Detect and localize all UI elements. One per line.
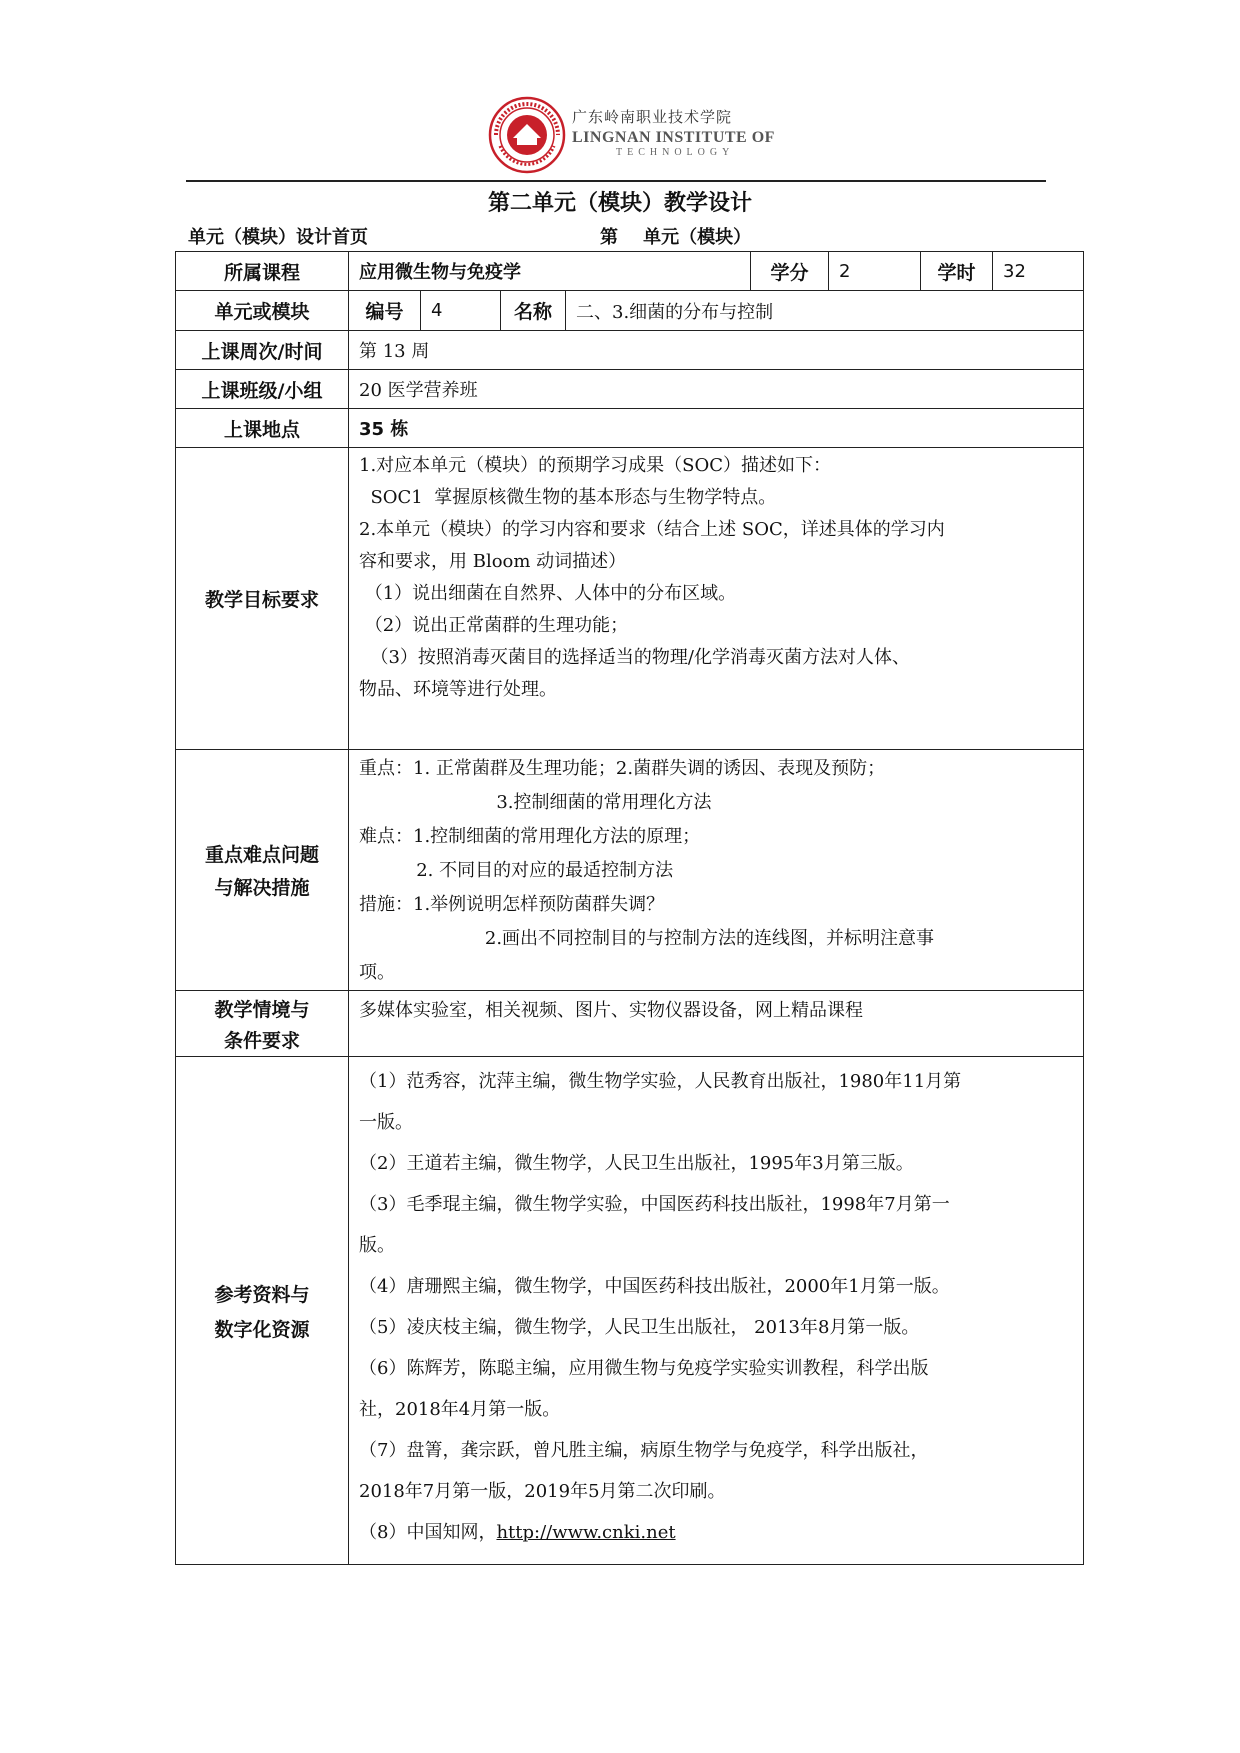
key-line: 2. 不同目的对应的最适控制方法 [359,860,674,881]
env-content [349,991,1084,1057]
key-line: 措施：1.举例说明怎样预防菌群失调？ [359,894,665,915]
env-label-line1: 教学情境与 [214,998,310,1021]
ref-line-last [359,1512,1073,1553]
row-place [176,409,1084,448]
school-seal-logo [488,96,566,174]
goals-line: 2.本单元（模块）的学习内容和要求（结合上述 SOC，详述具体的学习内 [359,519,945,540]
hours-value: 32 [993,252,1084,291]
row-week [176,331,1084,370]
school-name-cn: 广东岭南职业技术学院 [572,108,733,126]
env-value: 多媒体实验室，相关视频、图片、实物仪器设备，网上精品课程 [359,1000,863,1021]
class-value: 20 医学营养班 [349,370,1084,409]
goals-line: SOC1 掌握原核微生物的基本形态与生物学特点。 [359,487,777,508]
page-title: 第二单元（模块）教学设计 [487,191,752,216]
number-label: 编号 [349,291,421,331]
ref-label-line1: 参考资料与 [214,1283,310,1306]
goals-line: 容和要求，用 Bloom 动词描述） [359,551,627,572]
school-name-block [572,106,775,158]
hours-label: 学时 [921,252,993,291]
ref-line: （7）盘箐，龚宗跃，曾凡胜主编，病原生物学与免疫学，科学出版社， [359,1440,929,1461]
key-line: 3.控制细菌的常用理化方法 [359,792,712,813]
credit-label: 学分 [751,252,829,291]
row-goals [176,448,1084,750]
goals-content [349,448,1084,750]
key-line: 2.画出不同控制目的与控制方法的连线图，并标明注意事 [359,928,935,949]
unit-label: 单元或模块 [176,291,349,331]
name-value: 二、3.细菌的分布与控制 [566,291,1084,331]
key-label-line2: 与解决措施 [214,877,310,899]
unit-design-table [175,251,1084,1565]
key-content [349,750,1084,991]
school-name-en-line2: TECHNOLOGY [616,147,735,158]
school-name-en-line1: LINGNAN INSTITUTE OF [572,129,775,146]
ref-line: （3）毛季琨主编，微生物学实验，中国医药科技出版社，1998年7月第一 [359,1194,950,1215]
ref-line: （2）王道若主编，微生物学，人民卫生出版社，1995年3月第三版。 [359,1153,914,1174]
place-value: 35 栋 [349,409,1084,448]
row-unit [176,291,1084,331]
key-label-line1: 重点难点问题 [204,844,319,866]
ref-label-line2: 数字化资源 [214,1318,310,1341]
course-value: 应用微生物与免疫学 [349,252,751,291]
place-label: 上课地点 [176,409,349,448]
week-label: 上课周次/时间 [176,331,349,370]
number-value: 4 [421,291,501,331]
ref-content [349,1057,1084,1565]
name-label: 名称 [501,291,566,331]
ref-line: （5）凌庆枝主编，微生物学，人民卫生出版社， 2013年8月第一版。 [359,1317,920,1338]
row-class [176,370,1084,409]
header-divider [186,180,1046,182]
goals-line: （1）说出细菌在自然界、人体中的分布区域。 [359,583,737,604]
class-label: 上课班级/小组 [176,370,349,409]
key-label [176,750,349,991]
goals-line: （3）按照消毒灭菌目的选择适当的物理/化学消毒灭菌方法对人体、 [359,647,910,668]
ref-line: 2018年7月第一版，2019年5月第二次印刷。 [359,1481,726,1502]
subtitle-left: 单元（模块）设计首页 [188,227,368,248]
key-line: 项。 [359,962,395,983]
course-label: 所属课程 [176,252,349,291]
week-value: 第 13 周 [349,331,1084,370]
row-references [176,1057,1084,1565]
credit-value: 2 [829,252,921,291]
env-label [176,991,349,1057]
ref-line: （6）陈辉芳，陈聪主编，应用微生物与免疫学实验实训教程，科学出版 [359,1358,929,1379]
ref-line: 社，2018年4月第一版。 [359,1399,561,1420]
cnki-link[interactable]: http://www.cnki.net [496,1522,676,1543]
goals-line: （2）说出正常菌群的生理功能； [359,615,629,636]
key-line: 重点：1. 正常菌群及生理功能；2.菌群失调的诱因、表现及预防； [359,758,886,779]
ref-last-prefix: （8）中国知网， [359,1522,497,1543]
ref-line: （1）范秀容，沈萍主编，微生物学实验，人民教育出版社，1980年11月第 [359,1071,962,1092]
ref-line: 版。 [359,1235,395,1256]
row-course [176,252,1084,291]
goals-label: 教学目标要求 [176,448,349,750]
row-environment [176,991,1084,1057]
goals-line: 1.对应本单元（模块）的预期学习成果（SOC）描述如下： [359,455,832,476]
subtitle-right: 第 单元（模块） [600,227,752,248]
env-label-line2: 条件要求 [223,1029,300,1052]
goals-line: 物品、环境等进行处理。 [359,679,557,700]
ref-label [176,1057,349,1565]
ref-line: （4）唐珊熙主编，微生物学，中国医药科技出版社，2000年1月第一版。 [359,1276,950,1297]
ref-line: 一版。 [359,1112,413,1133]
key-line: 难点：1.控制细菌的常用理化方法的原理； [359,826,701,847]
row-key-points [176,750,1084,991]
